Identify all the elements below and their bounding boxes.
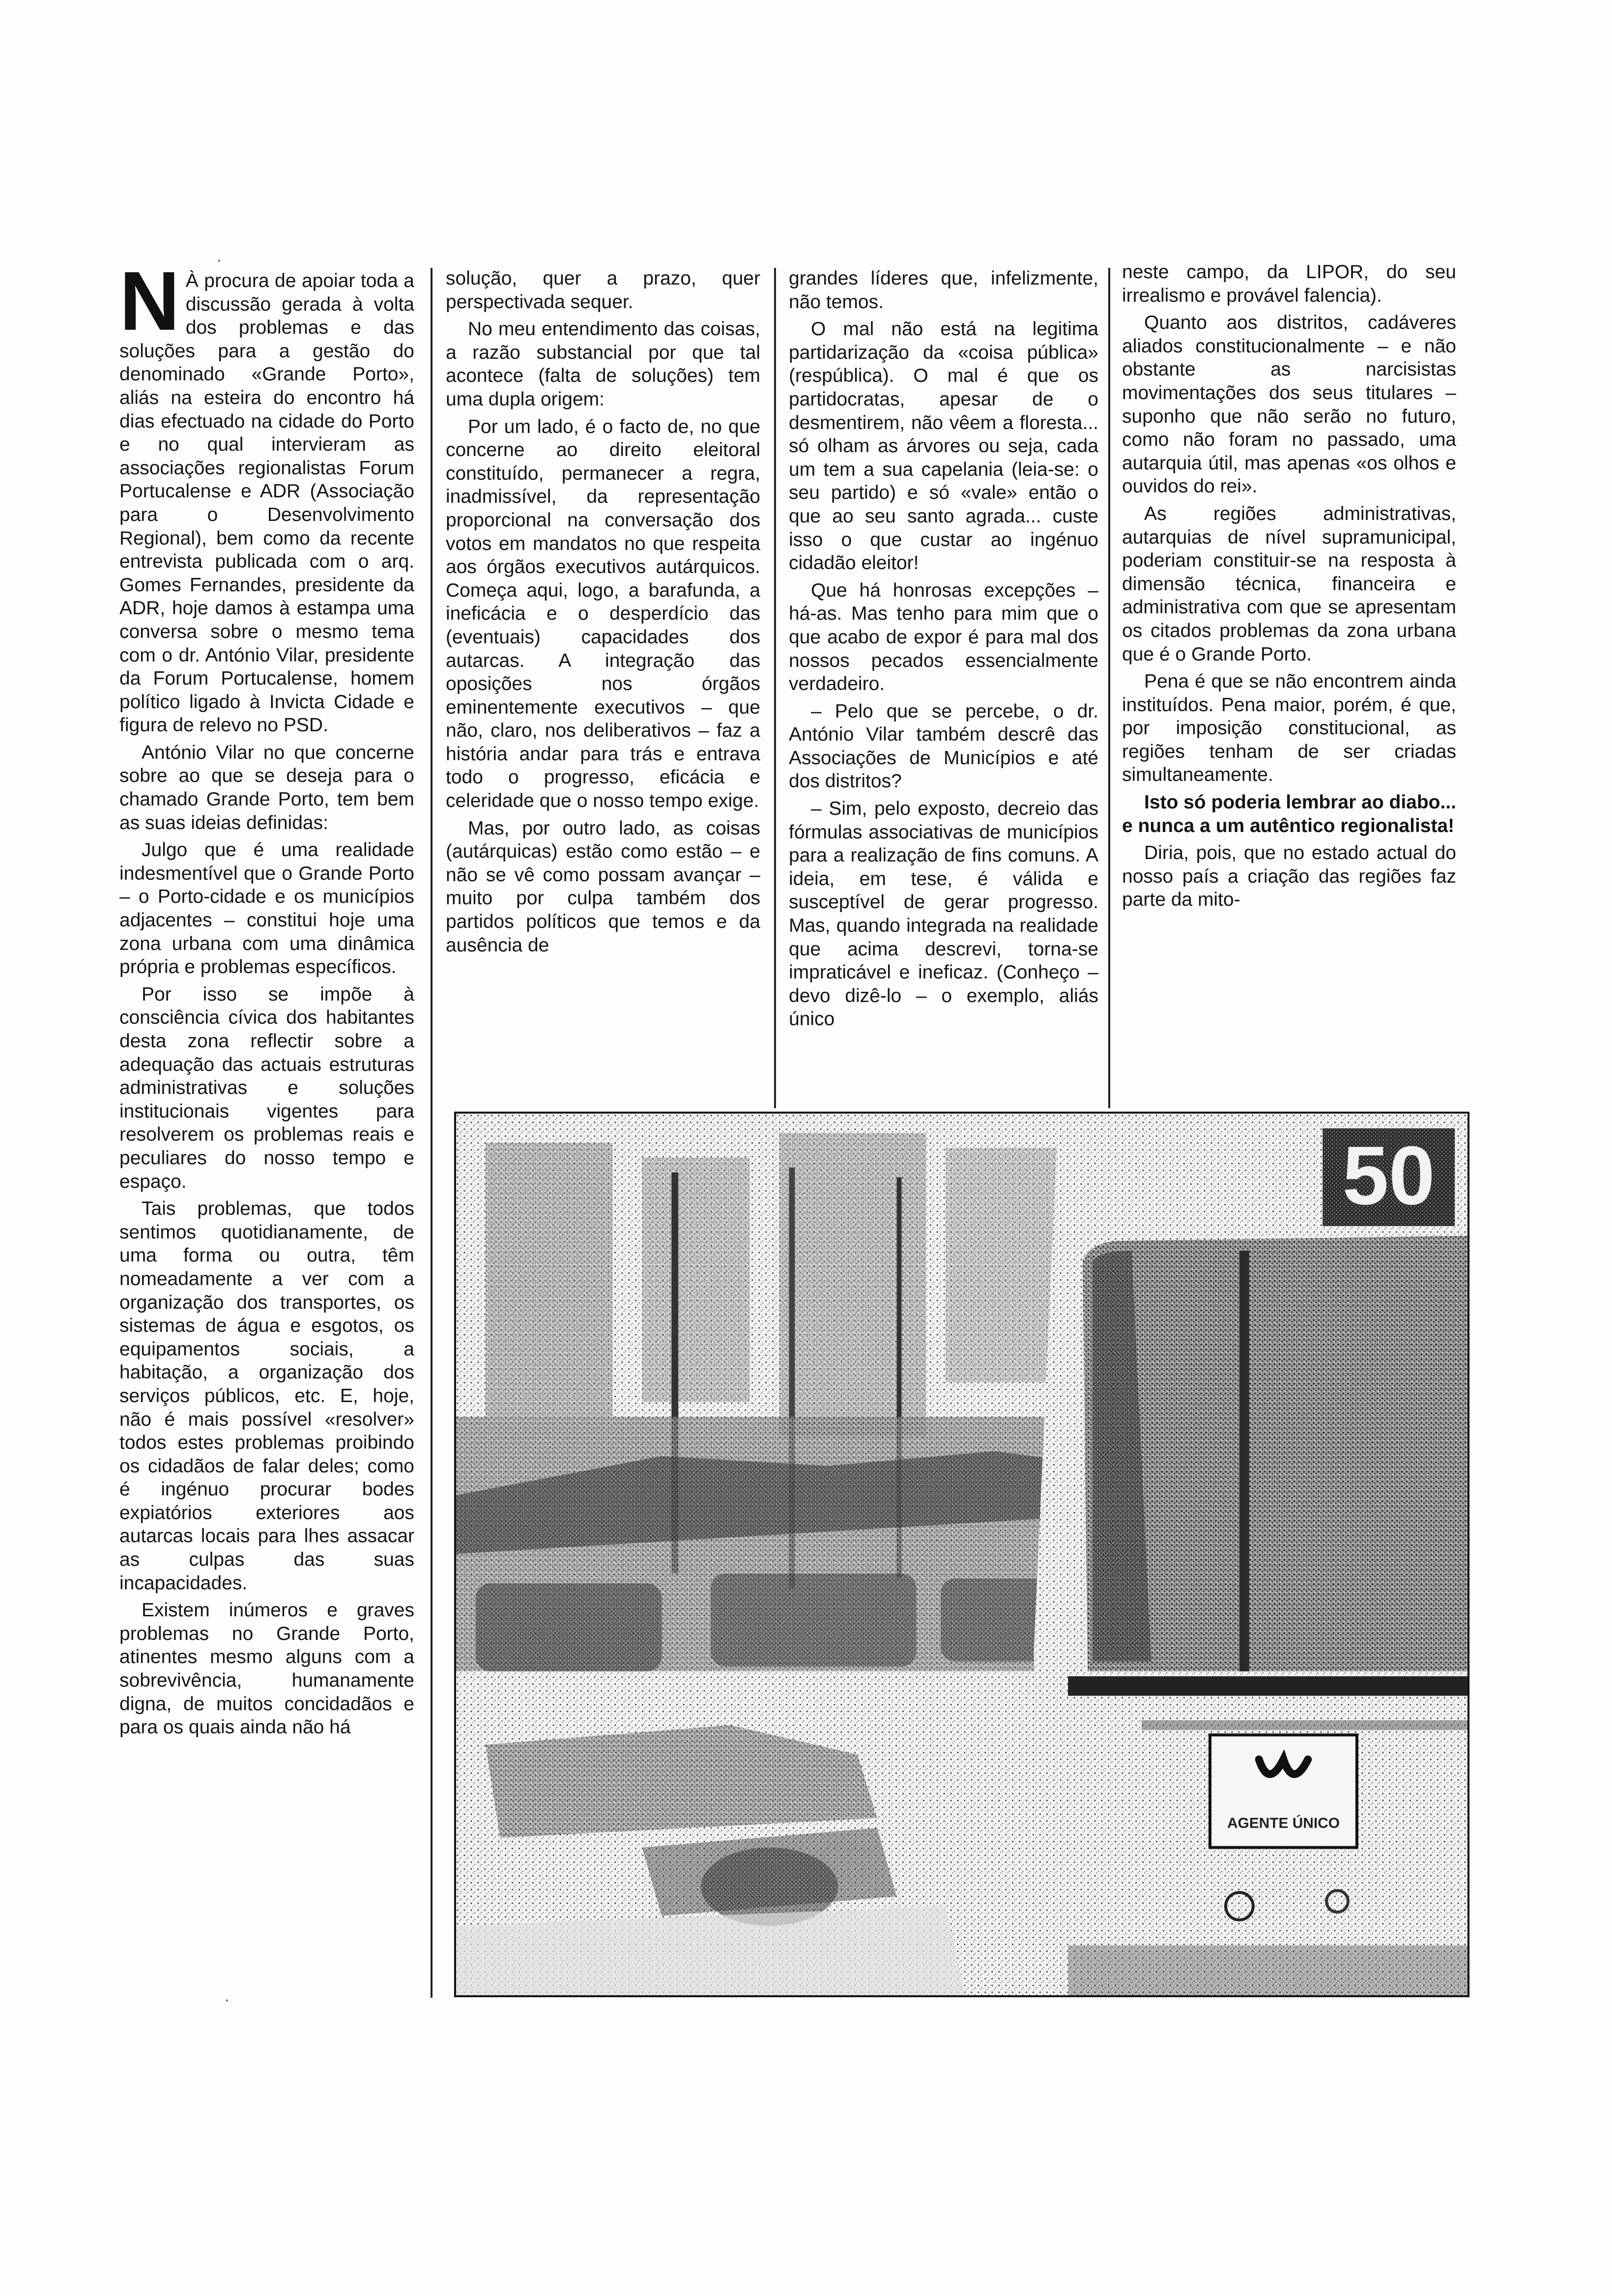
- article-paragraph: O mal não está na legitima partidarização da «coisa pública» (respública). O mal é que os partidocratas, apesar de o desmentirem, não vêem a floresta... só olham as árvores ou seja, cada um tem a sua capelania (leia-se: o seu partido) e só «vale» então o que ao seu santo agrada... custe isso o que custar ao ingénuo cidadão eleitor!: [789, 318, 1098, 574]
- article-paragraph: Que há honrosas excepções – há-as. Mas tenho para mim que o que acabo de expor é para mal dos nossos pecados essencialmente verdadeiro.: [789, 579, 1098, 695]
- article-paragraph: solução, quer a prazo, quer perspectivada sequer.: [446, 268, 760, 313]
- article-paragraph: Por um lado, é o facto de, no que concerne ao direito eleitoral constituído, permanecer a regra, inadmissível, da representação proporcional na conversação dos votos em mandatos no que respeita aos órgãos executivos autárquicos. Começa aqui, logo, a barafunda, a ineficácia e o desperdício das (eventuais) capacidades dos autarcas. A integração das oposições nos órgãos eminentemente executivos – que não, claro, nos deliberativos – faz a história andar para trás e entrava todo o progresso, eficácia e celeridade que o nosso tempo exige.: [446, 416, 760, 812]
- emphasis-text: Isto só poderia lembrar ao diabo... e nunca a um autêntico regionalista!: [1122, 792, 1456, 836]
- building-facade: [642, 1158, 750, 1403]
- article-paragraph: Quanto aos distritos, cadáveres aliados constitucionalmente – e não obstante as narcisistas movimentações dos seus titulares – suponho que não serão no futuro, como não foram no passado, uma autarquia útil, mas apenas «os olhos e ouvidos do rei».: [1122, 312, 1456, 497]
- paragraph-text: À procura de apoiar toda a discussão gerada à volta dos problemas e das soluções para a gestão do denominado «Grande Porto», aliás na esteira do encontro há dias efectuado na cidade do Porto e no qual intervieram as associações regionalistas Forum Portucalense e ADR (Associação para o Desenvolvimento Regional), bem como da recente entrevista publicada com o arq. Gomes Fernandes, presidente da ADR, hoje damos à estampa uma conversa sobre o mesmo tema com o dr. António Vilar, presidente da Forum Portucalense, homem político ligado à Invicta Cidade e figura de relevo no PSD.: [119, 270, 414, 736]
- article-answer: – Sim, pelo exposto, decreio das fórmulas associativas de municípios para a realização de fins comuns. A ideia, em tese, é válida e susceptível de gerar progresso. Mas, quando integrada na realidade que acima descrevi, torna-se impraticável e ineficaz. (Conheço – devo dizê-lo – o exemplo, aliás único: [789, 798, 1098, 1030]
- print-speck: ·: [224, 1990, 230, 2009]
- bus-route-number: 50: [1342, 1129, 1435, 1222]
- bus-photo-drawing: [456, 1114, 1468, 1995]
- article-paragraph: Existem inúmeros e graves problemas no Grande Porto, atinentes mesmo alguns com a sobrevivência, humanamente digna, de muitos concidadãos e para os quais ainda não há: [119, 1600, 414, 1738]
- article-lead-paragraph: [119, 255, 414, 737]
- article-column-2: [446, 267, 760, 1112]
- article-paragraph: Pena é que se não encontrem ainda instituídos. Pena maior, porém, é que, por imposição constitucional, as regiões tenham de ser criadas simultaneamente.: [1122, 671, 1456, 786]
- print-speck: ·: [216, 251, 222, 269]
- building-facade: [486, 1143, 613, 1417]
- car: [476, 1583, 662, 1671]
- article-paragraph: neste campo, da LIPOR, do seu irrealismo e provável falencia).: [1122, 261, 1456, 306]
- bus-photo: [454, 1112, 1469, 1997]
- article-paragraph: Mas, por outro lado, as coisas (autárquicas) estão como estão – e não se vê como possam avançar – muito por culpa também dos partidos políticos que temos e da ausência de: [446, 817, 760, 956]
- article-question: – Pelo que se percebe, o dr. António Vilar também descrê das Associações de Municípios e até dos distritos?: [789, 700, 1098, 792]
- article-paragraph: As regiões administrativas, autarquias de nível supramunicipal, poderiam constituir-se na resposta à dimensão técnica, financeira e administrativa com que se apresentam os citados problemas da zona urbana que é o Grande Porto.: [1122, 503, 1456, 665]
- bus-bumper-line: [1068, 1676, 1468, 1696]
- column-divider: [431, 268, 432, 1998]
- article-column-4: [1122, 260, 1456, 1106]
- agente-unico-label: AGENTE ÚNICO: [1227, 1815, 1340, 1832]
- article-column-1: [119, 255, 414, 1989]
- article-paragraph: [1122, 791, 1456, 837]
- article-paragraph: Julgo que é uma realidade indesmentível que o Grande Porto – o Porto-cidade e os municípios adjacentes – constitui hoje uma zona urbana com uma dinâmica própria e problemas específicos.: [119, 839, 414, 978]
- article-paragraph: grandes líderes que, infelizmente, não temos.: [789, 268, 1098, 313]
- building-facade: [779, 1133, 926, 1436]
- building-facade: [946, 1148, 1063, 1383]
- drop-cap: N: [119, 255, 180, 348]
- car: [711, 1574, 916, 1666]
- article-paragraph: Por isso se impõe à consciência cívica dos habitantes desta zona reflectir sobre a adequação das actuais estruturas administrativas e soluções institucionais vigentes para resolverem os problemas reais e peculiares do nosso tempo e espaço.: [119, 983, 414, 1192]
- article-paragraph: Tais problemas, que todos sentimos quotidianamente, de uma forma ou outra, têm nomeadamente a ver com a organização dos transportes, os sistemas de água e esgotos, os equipamentos sociais, a habitação, a organização dos serviços públicos, etc. E, hoje, não é mais possível «resolver» todos estes problemas proibindo os cidadãos de falar deles; como é ingénuo procurar bodes expiatórios exteriores aos autarcas locais para lhes assacar as culpas das suas incapacidades.: [119, 1198, 414, 1594]
- article-paragraph: Diria, pois, que no estado actual do nosso país a criação das regiões faz parte da mito-: [1122, 842, 1456, 911]
- article-paragraph: António Vilar no que concerne sobre ao que se deseja para o chamado Grande Porto, tem bem as suas ideias definidas:: [119, 742, 414, 833]
- column-divider: [774, 268, 776, 1108]
- article-paragraph: No meu entendimento das coisas, a razão substancial por que tal acontece (falta de soluções) tem uma dupla origem:: [446, 318, 760, 410]
- article-column-3: [789, 267, 1098, 1112]
- column-divider: [1108, 268, 1110, 1108]
- windshield-pillar: [1239, 1251, 1249, 1671]
